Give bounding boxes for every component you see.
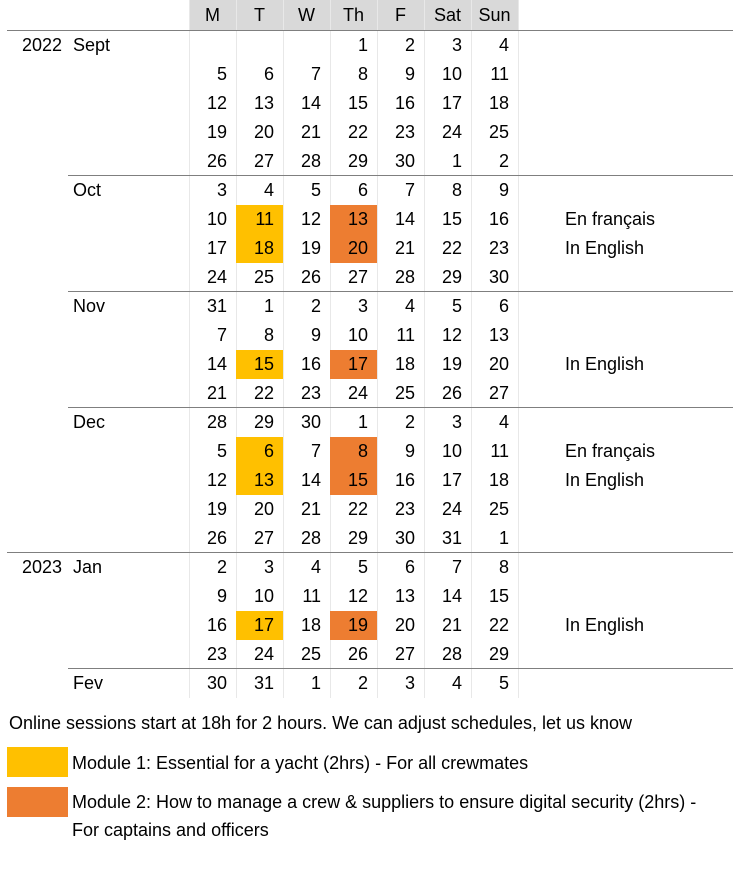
day-cell: 31 (441, 528, 462, 548)
day-cell: 5 (310, 180, 321, 200)
session-language-note: En français (565, 209, 656, 229)
day-cell: 24 (347, 383, 368, 403)
day-cell: 17 (206, 238, 227, 258)
day-cell: 24 (206, 267, 227, 287)
day-cell: 9 (404, 441, 415, 461)
day-cell: 2 (310, 296, 321, 316)
day-cell: 1 (263, 296, 274, 316)
day-cell: 7 (404, 180, 415, 200)
day-cell: 15 (347, 93, 368, 113)
grid-line (518, 0, 519, 698)
day-cell: 28 (394, 267, 415, 287)
day-cell: 8 (498, 557, 509, 577)
day-cell-module-2: 15 (330, 466, 377, 495)
weekday-header-friday: F (377, 0, 424, 31)
day-cell-module-1: 15 (236, 350, 283, 379)
month-label: Jan (73, 557, 103, 577)
day-cell: 30 (488, 267, 509, 287)
day-cell: 10 (441, 64, 462, 84)
day-cell: 4 (310, 557, 321, 577)
day-cell: 27 (347, 267, 368, 287)
day-cell: 9 (404, 64, 415, 84)
day-cell: 4 (263, 180, 274, 200)
day-cell: 3 (216, 180, 227, 200)
day-cell: 21 (441, 615, 462, 635)
day-cell: 25 (300, 644, 321, 664)
weekday-header-thursday: Th (330, 0, 377, 31)
day-cell: 21 (394, 238, 415, 258)
day-cell: 3 (451, 35, 462, 55)
day-cell: 10 (347, 325, 368, 345)
weekday-header-monday: M (189, 0, 236, 31)
day-cell: 26 (441, 383, 462, 403)
day-cell-module-1: 11 (236, 205, 283, 234)
day-cell: 6 (263, 64, 274, 84)
day-cell: 20 (253, 122, 274, 142)
day-cell: 21 (300, 122, 321, 142)
day-cell-module-2: 17 (330, 350, 377, 379)
day-cell: 10 (206, 209, 227, 229)
day-cell: 23 (394, 499, 415, 519)
day-cell: 2 (357, 673, 368, 693)
session-language-note: In English (565, 354, 645, 374)
day-cell: 6 (357, 180, 368, 200)
weekday-header-sunday: Sun (471, 0, 518, 31)
day-cell: 16 (394, 93, 415, 113)
day-cell: 16 (206, 615, 227, 635)
sessions-note: Online sessions start at 18h for 2 hours. We can adjust schedules, let us know (9, 713, 632, 733)
day-cell: 12 (441, 325, 462, 345)
day-cell: 21 (206, 383, 227, 403)
day-cell: 19 (441, 354, 462, 374)
day-cell: 30 (300, 412, 321, 432)
day-cell: 14 (300, 93, 321, 113)
day-cell: 4 (451, 673, 462, 693)
legend-swatch-module-2 (7, 787, 68, 817)
month-label: Fev (73, 673, 104, 693)
day-cell: 7 (310, 64, 321, 84)
day-cell: 14 (441, 586, 462, 606)
day-cell: 25 (488, 122, 509, 142)
day-cell: 27 (253, 528, 274, 548)
day-cell: 1 (498, 528, 509, 548)
day-cell: 26 (300, 267, 321, 287)
day-cell: 11 (302, 586, 321, 606)
day-cell: 3 (404, 673, 415, 693)
day-cell: 4 (498, 35, 509, 55)
year-label: 2023 (22, 557, 63, 577)
month-label: Dec (73, 412, 106, 432)
day-cell: 14 (300, 470, 321, 490)
day-cell (283, 31, 330, 60)
day-cell: 11 (396, 325, 415, 345)
day-cell: 23 (206, 644, 227, 664)
day-cell: 3 (357, 296, 368, 316)
day-cell: 14 (394, 209, 415, 229)
day-cell: 10 (253, 586, 274, 606)
day-cell: 2 (216, 557, 227, 577)
day-cell: 19 (300, 238, 321, 258)
day-cell: 20 (394, 615, 415, 635)
day-cell: 7 (310, 441, 321, 461)
day-cell: 14 (206, 354, 227, 374)
day-cell (236, 31, 283, 60)
day-cell: 26 (347, 644, 368, 664)
day-cell: 8 (263, 325, 274, 345)
day-cell: 19 (206, 122, 227, 142)
day-cell-module-1: 13 (236, 466, 283, 495)
day-cell: 12 (206, 470, 227, 490)
day-cell: 15 (488, 586, 509, 606)
day-cell: 27 (253, 151, 274, 171)
day-cell: 13 (253, 93, 274, 113)
day-cell: 8 (451, 180, 462, 200)
day-cell: 24 (253, 644, 274, 664)
day-cell: 30 (206, 673, 227, 693)
month-label: Oct (73, 180, 102, 200)
session-language-note: In English (565, 238, 645, 258)
day-cell: 29 (347, 151, 368, 171)
day-cell: 26 (206, 528, 227, 548)
day-cell: 13 (488, 325, 509, 345)
day-cell: 23 (394, 122, 415, 142)
day-cell: 18 (300, 615, 321, 635)
day-cell: 28 (441, 644, 462, 664)
day-cell: 5 (216, 441, 227, 461)
day-cell: 2 (404, 412, 415, 432)
day-cell-module-2: 8 (330, 437, 377, 466)
day-cell: 3 (451, 412, 462, 432)
day-cell: 1 (310, 673, 321, 693)
day-cell: 17 (441, 470, 462, 490)
day-cell: 21 (300, 499, 321, 519)
day-cell: 20 (488, 354, 509, 374)
day-cell: 27 (488, 383, 509, 403)
day-cell: 12 (347, 586, 368, 606)
day-cell: 4 (498, 412, 509, 432)
legend-text-module-1: Module 1: Essential for a yacht (2hrs) - For all crewmates (72, 753, 529, 773)
weekday-header-wednesday: W (283, 0, 330, 31)
session-language-note: En français (565, 441, 656, 461)
day-cell: 29 (253, 412, 274, 432)
day-cell: 28 (300, 151, 321, 171)
day-cell: 20 (253, 499, 274, 519)
day-cell-module-2: 13 (330, 205, 377, 234)
legend-text-module-2: Module 2: How to manage a crew & suppliers to ensure digital security (2hrs) - For captains and officers (72, 792, 697, 840)
day-cell: 11 (490, 441, 509, 461)
day-cell: 25 (253, 267, 274, 287)
day-cell: 22 (347, 499, 368, 519)
legend-swatch-module-1 (7, 747, 68, 777)
day-cell: 19 (206, 499, 227, 519)
day-cell: 12 (300, 209, 321, 229)
day-cell: 8 (357, 64, 368, 84)
day-cell: 4 (404, 296, 415, 316)
day-cell: 1 (357, 412, 368, 432)
session-language-note: In English (565, 615, 645, 635)
day-cell: 3 (263, 557, 274, 577)
day-cell: 16 (394, 470, 415, 490)
day-cell-module-2: 19 (330, 611, 377, 640)
day-cell: 31 (206, 296, 227, 316)
day-cell: 5 (357, 557, 368, 577)
day-cell: 26 (206, 151, 227, 171)
day-cell-module-2: 20 (330, 234, 377, 263)
day-cell: 16 (488, 209, 509, 229)
day-cell: 9 (216, 586, 227, 606)
day-cell: 9 (310, 325, 321, 345)
day-cell: 22 (441, 238, 462, 258)
month-label: Nov (73, 296, 106, 316)
day-cell: 1 (451, 151, 462, 171)
day-cell: 1 (357, 35, 368, 55)
day-cell: 16 (300, 354, 321, 374)
month-label: Sept (73, 35, 111, 55)
day-cell: 27 (394, 644, 415, 664)
day-cell: 18 (488, 93, 509, 113)
day-cell: 18 (394, 354, 415, 374)
day-cell-module-1: 18 (236, 234, 283, 263)
day-cell: 18 (488, 470, 509, 490)
day-cell: 2 (498, 151, 509, 171)
day-cell: 15 (441, 209, 462, 229)
day-cell: 6 (404, 557, 415, 577)
day-cell: 6 (498, 296, 509, 316)
day-cell: 22 (253, 383, 274, 403)
day-cell: 23 (488, 238, 509, 258)
day-cell: 12 (206, 93, 227, 113)
day-cell: 23 (300, 383, 321, 403)
day-cell: 29 (488, 644, 509, 664)
day-cell: 9 (498, 180, 509, 200)
weekday-header-tuesday: T (236, 0, 283, 31)
day-cell: 29 (347, 528, 368, 548)
day-cell-module-1: 17 (236, 611, 283, 640)
day-cell: 24 (441, 122, 462, 142)
day-cell: 10 (441, 441, 462, 461)
day-cell: 28 (206, 412, 227, 432)
session-language-note: In English (565, 470, 645, 490)
year-label: 2022 (22, 35, 63, 55)
day-cell: 17 (441, 93, 462, 113)
day-cell: 29 (441, 267, 462, 287)
day-cell: 31 (253, 673, 274, 693)
day-cell: 2 (404, 35, 415, 55)
day-cell: 13 (394, 586, 415, 606)
day-cell: 5 (451, 296, 462, 316)
day-cell: 5 (216, 64, 227, 84)
day-cell: 5 (498, 673, 509, 693)
day-cell: 7 (451, 557, 462, 577)
day-cell: 25 (488, 499, 509, 519)
day-cell: 22 (488, 615, 509, 635)
day-cell: 7 (216, 325, 227, 345)
day-cell: 11 (490, 64, 509, 84)
day-cell: 22 (347, 122, 368, 142)
day-cell: 24 (441, 499, 462, 519)
day-cell: 30 (394, 151, 415, 171)
day-cell (189, 31, 236, 60)
day-cell: 28 (300, 528, 321, 548)
weekday-header-saturday: Sat (424, 0, 471, 31)
day-cell-module-1: 6 (236, 437, 283, 466)
day-cell: 30 (394, 528, 415, 548)
day-cell: 25 (394, 383, 415, 403)
